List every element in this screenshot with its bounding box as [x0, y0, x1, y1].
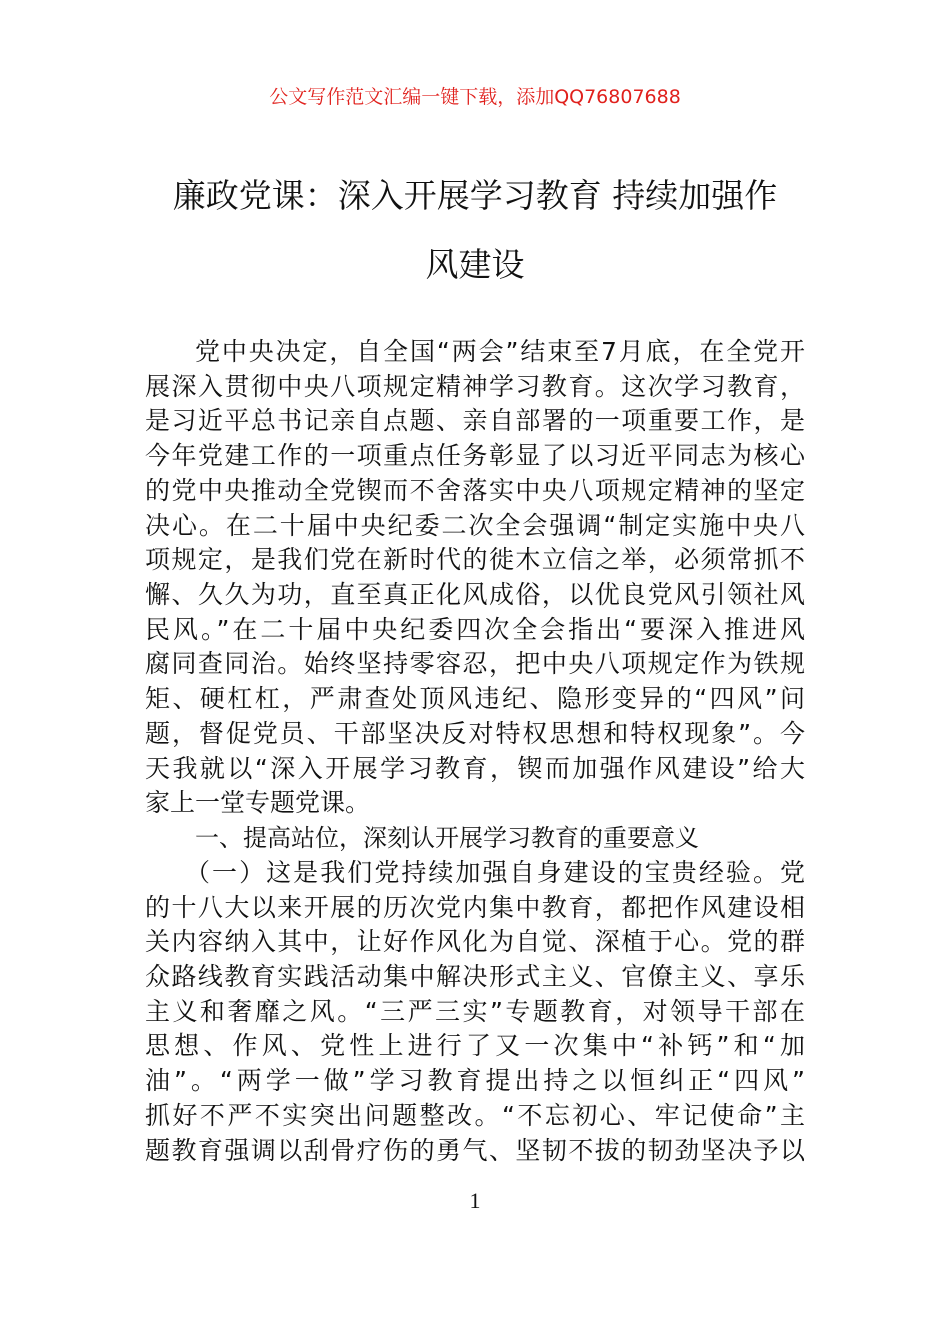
document-title-line-1: 廉政党课：深入开展学习教育 持续加强作	[172, 176, 778, 215]
body-text-line: 的党中央推动全党锲而不舍落实中央八项规定精神的坚定	[145, 475, 805, 505]
body-text-line: 懈、久久为功，直至真正化风成俗，以优良党风引领社风	[145, 580, 805, 610]
body-text-line: 展深入贯彻中央八项规定精神学习教育。这次学习教育，	[145, 371, 805, 401]
page-number: 1	[469, 1188, 481, 1213]
body-text-line: 题，督促党员、干部坚决反对特权思想和特权现象”。今	[145, 718, 805, 748]
body-text-line: 是习近平总书记亲自点题、亲自部署的一项重要工作，是	[145, 406, 805, 436]
promo-header: 公文写作范文汇编一键下载，添加QQ76807688	[269, 86, 681, 108]
body-text-line: 油”。“两学一做”学习教育提出持之以恒纠正“四风”	[145, 1066, 805, 1096]
body-text-line: 决心。在二十届中央纪委二次全会强调“制定实施中央八	[145, 510, 805, 540]
body-text-line: 家上一堂专题党课。	[145, 788, 371, 818]
body-text-line: 今年党建工作的一项重点任务彰显了以习近平同志为核心	[145, 441, 805, 471]
document-title-line-2: 风建设	[425, 245, 525, 284]
body-text-line: 矩、硬杠杠，严肃查处顶风违纪、隐形变异的“四风”问	[145, 684, 805, 714]
body-text-line: 思想、作风、党性上进行了又一次集中“补钙”和“加	[145, 1031, 805, 1061]
body-text-line: 的十八大以来开展的历次党内集中教育，都把作风建设相	[145, 892, 805, 922]
body-text-line: （一）这是我们党持续加强自身建设的宝贵经验。党	[185, 857, 805, 887]
body-text-line: 抓好不严不实突出问题整改。“不忘初心、牢记使命”主	[145, 1100, 805, 1130]
body-text-line: 腐同查同治。始终坚持零容忍，把中央八项规定作为铁规	[145, 649, 805, 679]
body-text-line: 主义和奢靡之风。“三严三实”专题教育，对领导干部在	[145, 996, 805, 1026]
section-heading: 一、提高站位，深刻认开展学习教育的重要意义	[195, 824, 699, 853]
body-text-line: 党中央决定，自全国“两会”结束至7月底，在全党开	[195, 337, 805, 366]
body-text-line: 民风。”在二十届中央纪委四次全会指出“要深入推进风	[145, 614, 805, 644]
document-body	[145, 335, 805, 1168]
body-text-line: 题教育强调以刮骨疗伤的勇气、坚韧不拔的韧劲坚决予以	[145, 1135, 805, 1165]
body-text-line: 关内容纳入其中，让好作风化为自觉、深植于心。党的群	[145, 927, 805, 957]
body-text-line: 项规定，是我们党在新时代的徙木立信之举，必须常抓不	[145, 545, 805, 575]
body-text-line: 众路线教育实践活动集中解决形式主义、官僚主义、享乐	[145, 961, 805, 991]
body-text-line: 天我就以“深入开展学习教育，锲而加强作风建设”给大	[145, 753, 805, 783]
